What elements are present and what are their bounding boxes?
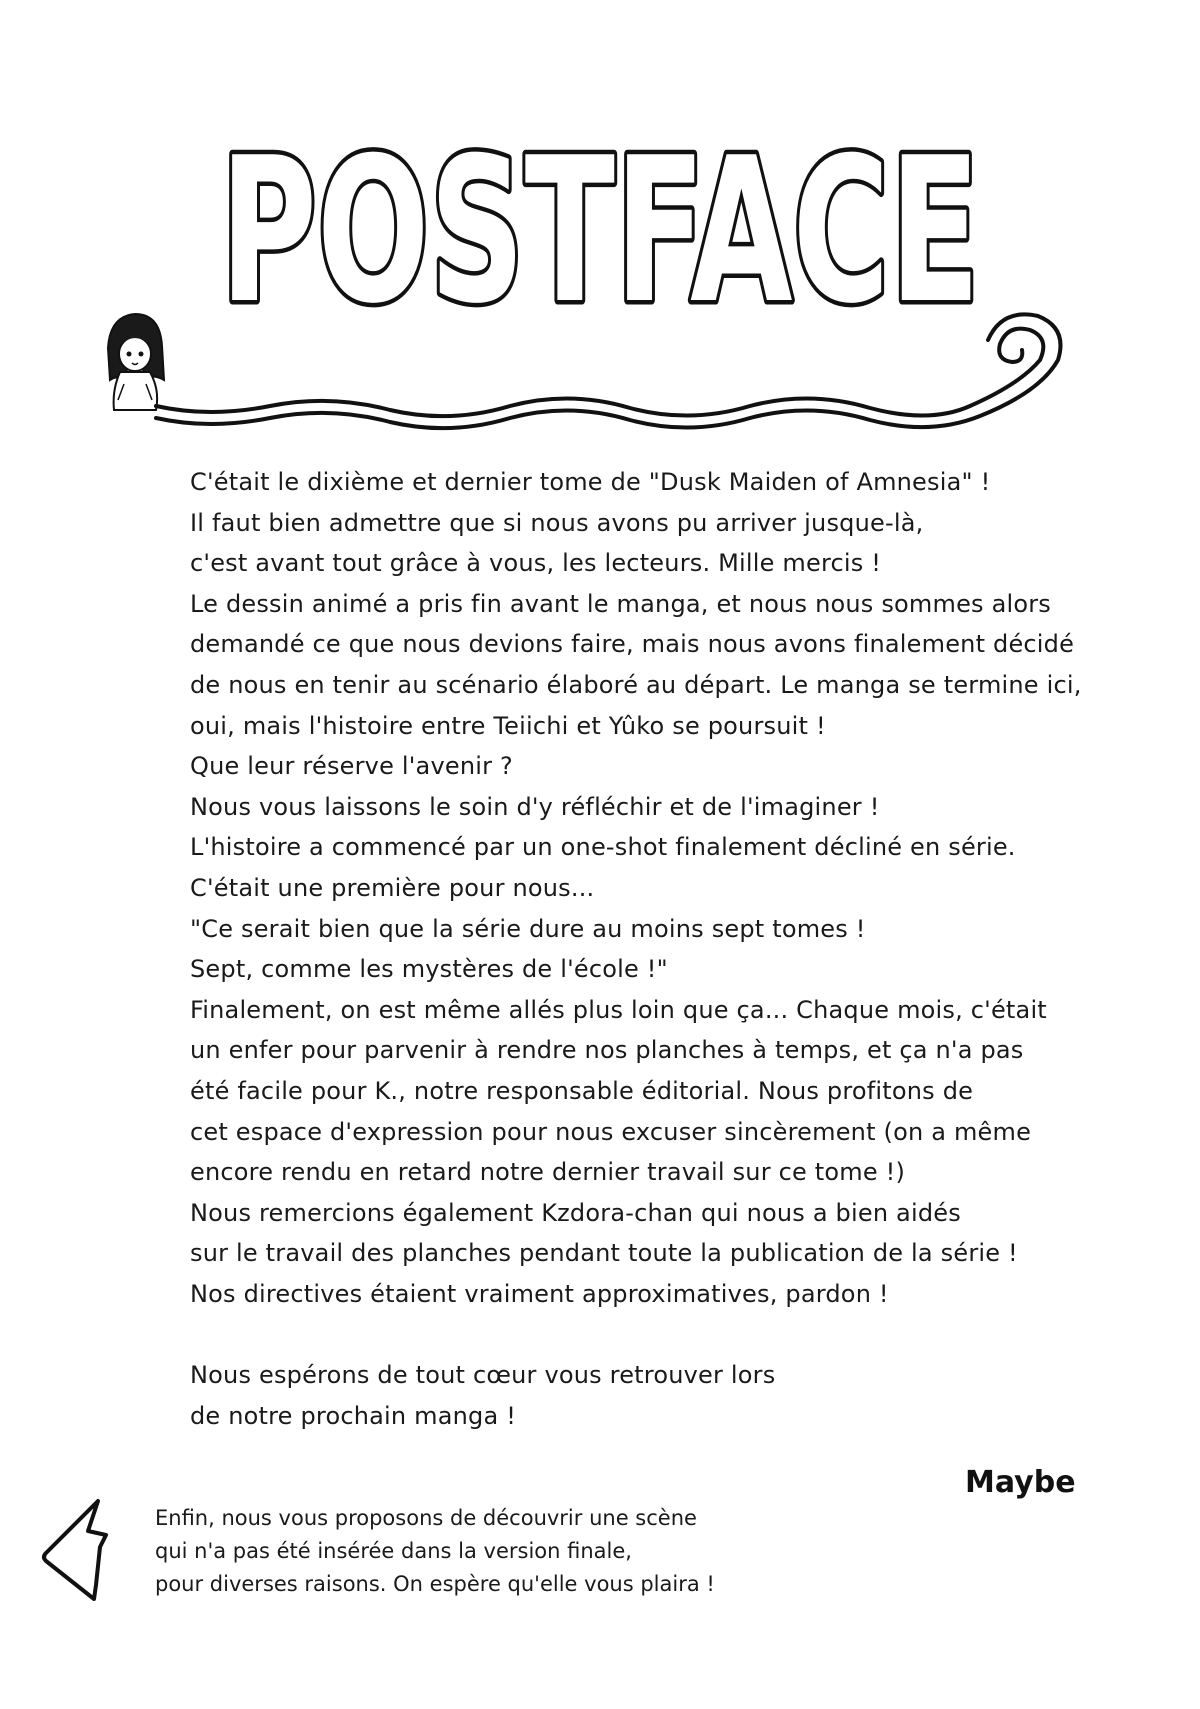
body-line: Sept, comme les mystères de l'école !" xyxy=(190,955,668,984)
body-line: un enfer pour parvenir à rendre nos planches à temps, et ça n'a pas xyxy=(190,1036,1024,1065)
body-line: Le dessin animé a pris fin avant le manga, et nous nous sommes alors xyxy=(190,589,1051,618)
body-line: demandé ce que nous devions faire, mais nous avons finalement décidé xyxy=(190,630,1075,659)
body-line: C'était le dixième et dernier tome de "Dusk Maiden of Amnesia" ! xyxy=(190,468,991,496)
body-line: Finalement, on est même allés plus loin que ça... Chaque mois, c'était xyxy=(190,995,1047,1024)
body-line: sur le travail des planches pendant toute la publication de la série ! xyxy=(190,1239,1018,1268)
footnote-text xyxy=(155,1502,795,1601)
footnote-line: Enfin, nous vous proposons de découvrir une scène xyxy=(155,1506,697,1530)
decorative-banner xyxy=(90,310,1120,450)
postface-title-text: POSTFACE xyxy=(220,115,980,348)
body-line: Nous espérons de tout cœur vous retrouver lors xyxy=(190,1361,776,1390)
body-line: Nos directives étaient vraiment approximatives, pardon ! xyxy=(190,1279,889,1308)
body-line: de notre prochain manga ! xyxy=(190,1401,517,1430)
body-line: c'est avant tout grâce à vous, les lecteurs. Mille mercis ! xyxy=(190,549,882,578)
body-line: "Ce serait bien que la série dure au moins sept tomes ! xyxy=(190,914,866,943)
body-line: encore rendu en retard notre dernier travail sur ce tome !) xyxy=(190,1158,906,1187)
body-line: été facile pour K., notre responsable éditorial. Nous profitons de xyxy=(190,1076,974,1105)
wavy-tail xyxy=(156,329,1043,417)
body-line: de nous en tenir au scénario élaboré au départ. Le manga se termine ici, xyxy=(190,670,1082,699)
left-arrow-icon xyxy=(38,1495,110,1605)
body-line: Nous vous laissons le soin d'y réfléchir et de l'imaginer ! xyxy=(190,792,880,821)
body-line: Nous remercions également Kzdora-chan qui nous a bien aidés xyxy=(190,1198,961,1227)
body-line: Il faut bien admettre que si nous avons pu arriver jusque-là, xyxy=(190,508,924,537)
body-line: Que leur réserve l'avenir ? xyxy=(190,752,513,781)
body-line: cet espace d'expression pour nous excuser sincèrement (on a même xyxy=(190,1117,1032,1146)
body-line: L'histoire a commencé par un one-shot finalement décliné en série. xyxy=(190,833,1016,862)
footnote-line: qui n'a pas été insérée dans la version finale, xyxy=(155,1539,632,1563)
body-line: oui, mais l'histoire entre Teiichi et Yûko se poursuit ! xyxy=(190,711,826,740)
body-line: C'était une première pour nous... xyxy=(190,873,595,902)
author-signature: Maybe xyxy=(965,1465,1076,1500)
footnote-line: pour diverses raisons. On espère qu'elle vous plaira ! xyxy=(155,1572,715,1596)
paragraph-gap xyxy=(190,1314,1120,1355)
postface-body xyxy=(190,462,1120,1436)
chibi-character-icon xyxy=(108,314,164,410)
